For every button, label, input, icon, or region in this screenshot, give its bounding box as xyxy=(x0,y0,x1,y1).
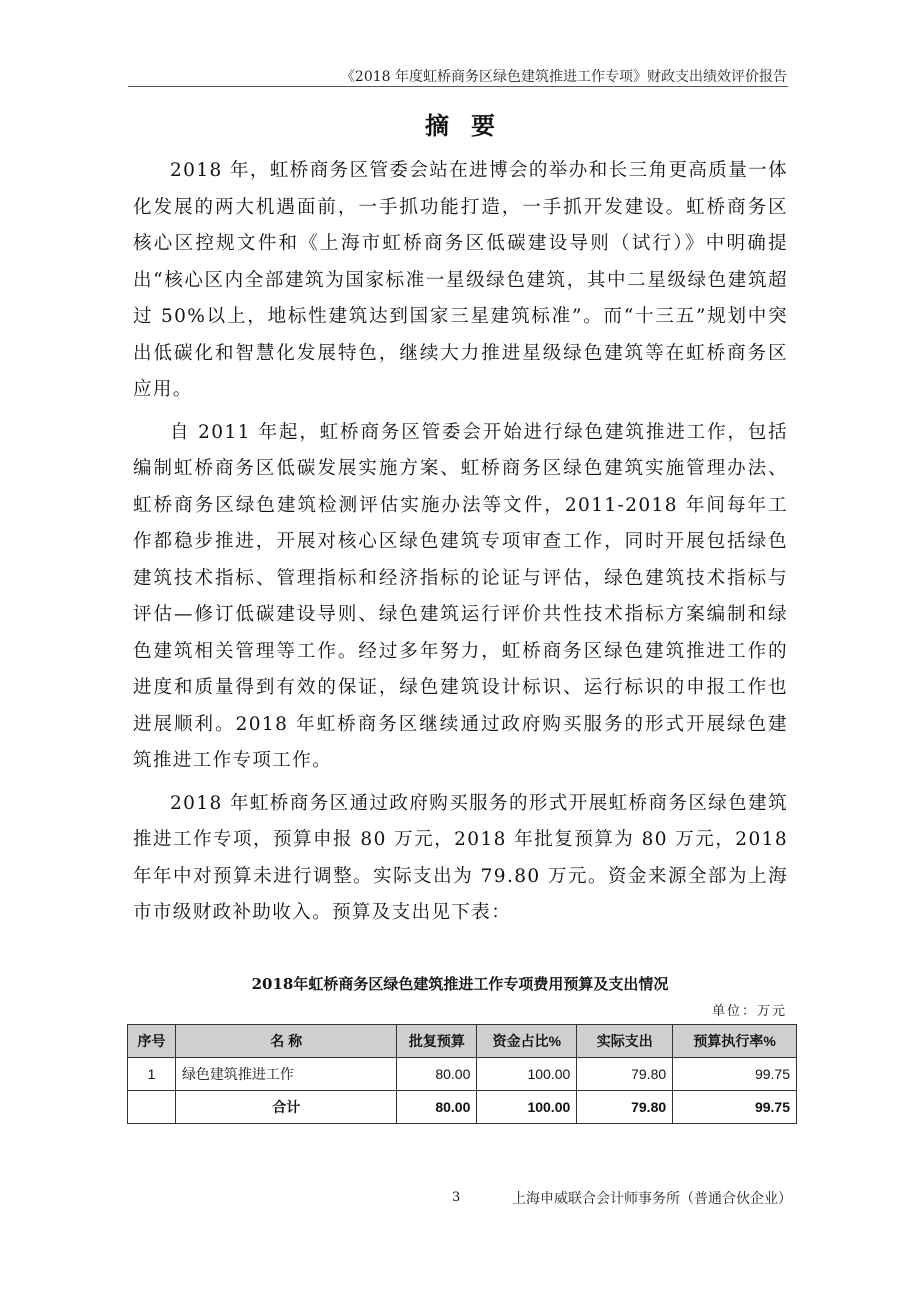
cell-no: 1 xyxy=(128,1058,176,1091)
header-approved: 批复预算 xyxy=(397,1025,477,1058)
cell-approved: 80.00 xyxy=(397,1058,477,1091)
cell-total-exec-rate: 99.75 xyxy=(673,1091,797,1124)
footer-firm: 上海申威联合会计师事务所（普通合伙企业） xyxy=(512,1191,792,1207)
header-no: 序号 xyxy=(128,1025,176,1058)
header-actual: 实际支出 xyxy=(577,1025,673,1058)
paragraph-2: 自 2011 年起，虹桥商务区管委会开始进行绿色建筑推进工作，包括编制虹桥商务区低碳发展实施方案、虹桥商务区绿色建筑实施管理办法、虹桥商务区绿色建筑检测评估实施办法等文件，2011-2018 年间每年工作都稳步推进，开展对核心区绿色建筑专项审查工作，同时开展包括绿色建筑技术指标、管理指标和经济指标的论证与评估，绿色建筑技术指标与评估—修订低碳建设导则、绿色建筑运行评价共性技术指标方案编制和绿色建筑相关管理等工作。经过多年努力，虹桥商务区绿色建筑推进工作的进度和质量得到有效的保证，绿色建筑设计标识、运行标识的申报工作也进展顺利。2018 年虹桥商务区继续通过政府购买服务的形式开展绿色建筑推进工作专项工作。 xyxy=(133,421,788,771)
header-name: 名 称 xyxy=(175,1025,397,1058)
header-divider xyxy=(128,86,788,87)
header-exec-rate: 预算执行率% xyxy=(673,1025,797,1058)
cell-name: 绿色建筑推进工作 xyxy=(175,1058,397,1091)
budget-table xyxy=(127,1024,797,1124)
table-unit: 单位：万元 xyxy=(711,1004,787,1019)
paragraph-3: 2018 年虹桥商务区通过政府购买服务的形式开展虹桥商务区绿色建筑推进工作专项，预算申报 80 万元，2018 年批复预算为 80 万元，2018 年年中对预算未进行调整。实际支出为 79.80 万元。资金来源全部为上海市市级财政补助收入。预算及支出见下表： xyxy=(133,792,788,923)
cell-total-actual: 79.80 xyxy=(577,1091,673,1124)
body-text xyxy=(133,153,788,938)
cell-ratio: 100.00 xyxy=(477,1058,577,1091)
table-caption: 2018年虹桥商务区绿色建筑推进工作专项费用预算及支出情况 xyxy=(251,975,669,993)
cell-actual: 79.80 xyxy=(577,1058,673,1091)
table-row xyxy=(128,1058,797,1091)
cell-total-ratio: 100.00 xyxy=(477,1091,577,1124)
page-number: 3 xyxy=(452,1190,461,1205)
cell-total-approved: 80.00 xyxy=(397,1091,477,1124)
cell-exec-rate: 99.75 xyxy=(673,1058,797,1091)
paragraph-1: 2018 年，虹桥商务区管委会站在进博会的举办和长三角更高质量一体化发展的两大机遇面前，一手抓功能打造，一手抓开发建设。虹桥商务区核心区控规文件和《上海市虹桥商务区低碳建设导则（试行）》中明确提出“核心区内全部建筑为国家标准一星级绿色建筑，其中二星级绿色建筑超过 50%以上，地标性建筑达到国家三星建筑标准”。而“十三五”规划中突出低碳化和智慧化发展特色，继续大力推进星级绿色建筑等在虹桥商务区应用。 xyxy=(133,160,788,400)
table-total-row xyxy=(128,1091,797,1124)
running-header: 《2018 年度虹桥商务区绿色建筑推进工作专项》财政支出绩效评价报告 xyxy=(340,69,787,85)
cell-total-no xyxy=(128,1091,176,1124)
table-header-row xyxy=(128,1025,797,1058)
cell-total-label: 合计 xyxy=(175,1091,397,1124)
page-title: 摘要 xyxy=(425,111,517,140)
header-ratio: 资金占比% xyxy=(477,1025,577,1058)
